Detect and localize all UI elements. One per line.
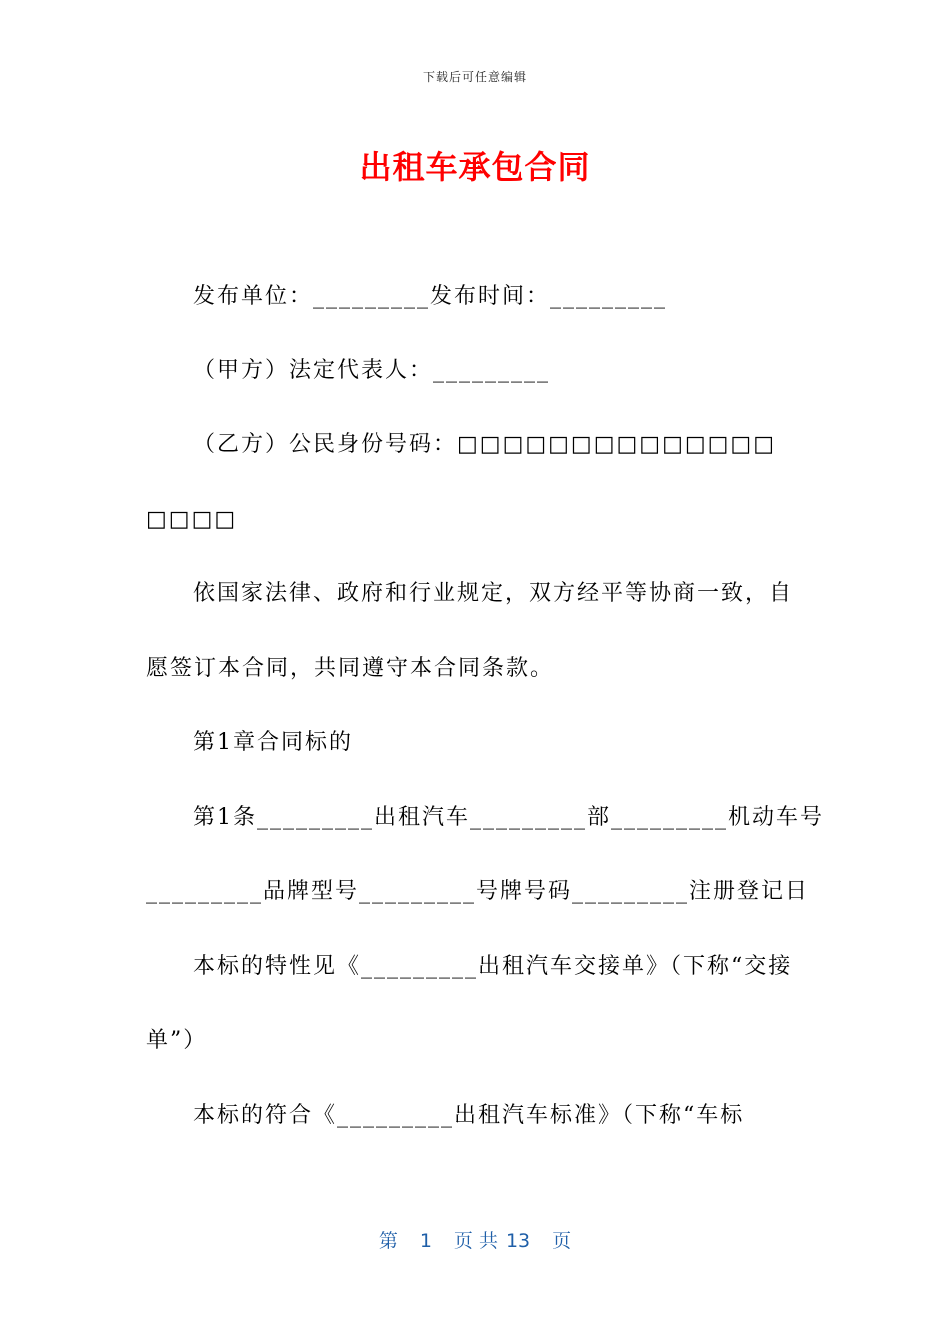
document-title: 出租车承包合同 (359, 148, 591, 186)
subject-characteristics-line-1: 本标的特性见《_________出租汽车交接单》（下称“交接 (193, 954, 793, 979)
article-1-line-2: _________品牌型号_________号牌号码_________注册登记日 (146, 879, 810, 904)
chapter-heading: 第1章合同标的 (193, 730, 353, 755)
party-b-id-line: （乙方）公民身份号码：□□□□□□□□□□□□□□ (193, 432, 777, 457)
footer-prefix: 第 (378, 1230, 398, 1252)
footer-page-number: 1 (419, 1230, 432, 1252)
party-a-line: （甲方）法定代表人：_________ (193, 358, 551, 383)
header-note: 下载后可任意编辑 (422, 70, 527, 84)
publisher-line: 发布单位：_________发布时间：_________ (193, 284, 668, 309)
subject-characteristics-line-2: 单”） (146, 1028, 208, 1053)
subject-standard-line: 本标的符合《_________出租汽车标准》（下称“车标 (193, 1103, 745, 1128)
footer-total-pages: 13 (505, 1230, 531, 1252)
footer-middle: 页 共 (453, 1230, 498, 1252)
article-1-line-1: 第1条_________出租汽车_________部_________机动车号 (193, 805, 824, 830)
page-footer (0, 1226, 950, 1253)
preamble-line-2: 愿签订本合同，共同遵守本合同条款。 (146, 656, 555, 681)
footer-suffix: 页 (552, 1230, 572, 1252)
preamble-line-1: 依国家法律、政府和行业规定，双方经平等协商一致，自 (193, 581, 794, 606)
party-b-id-continued: □□□□ (146, 507, 238, 532)
